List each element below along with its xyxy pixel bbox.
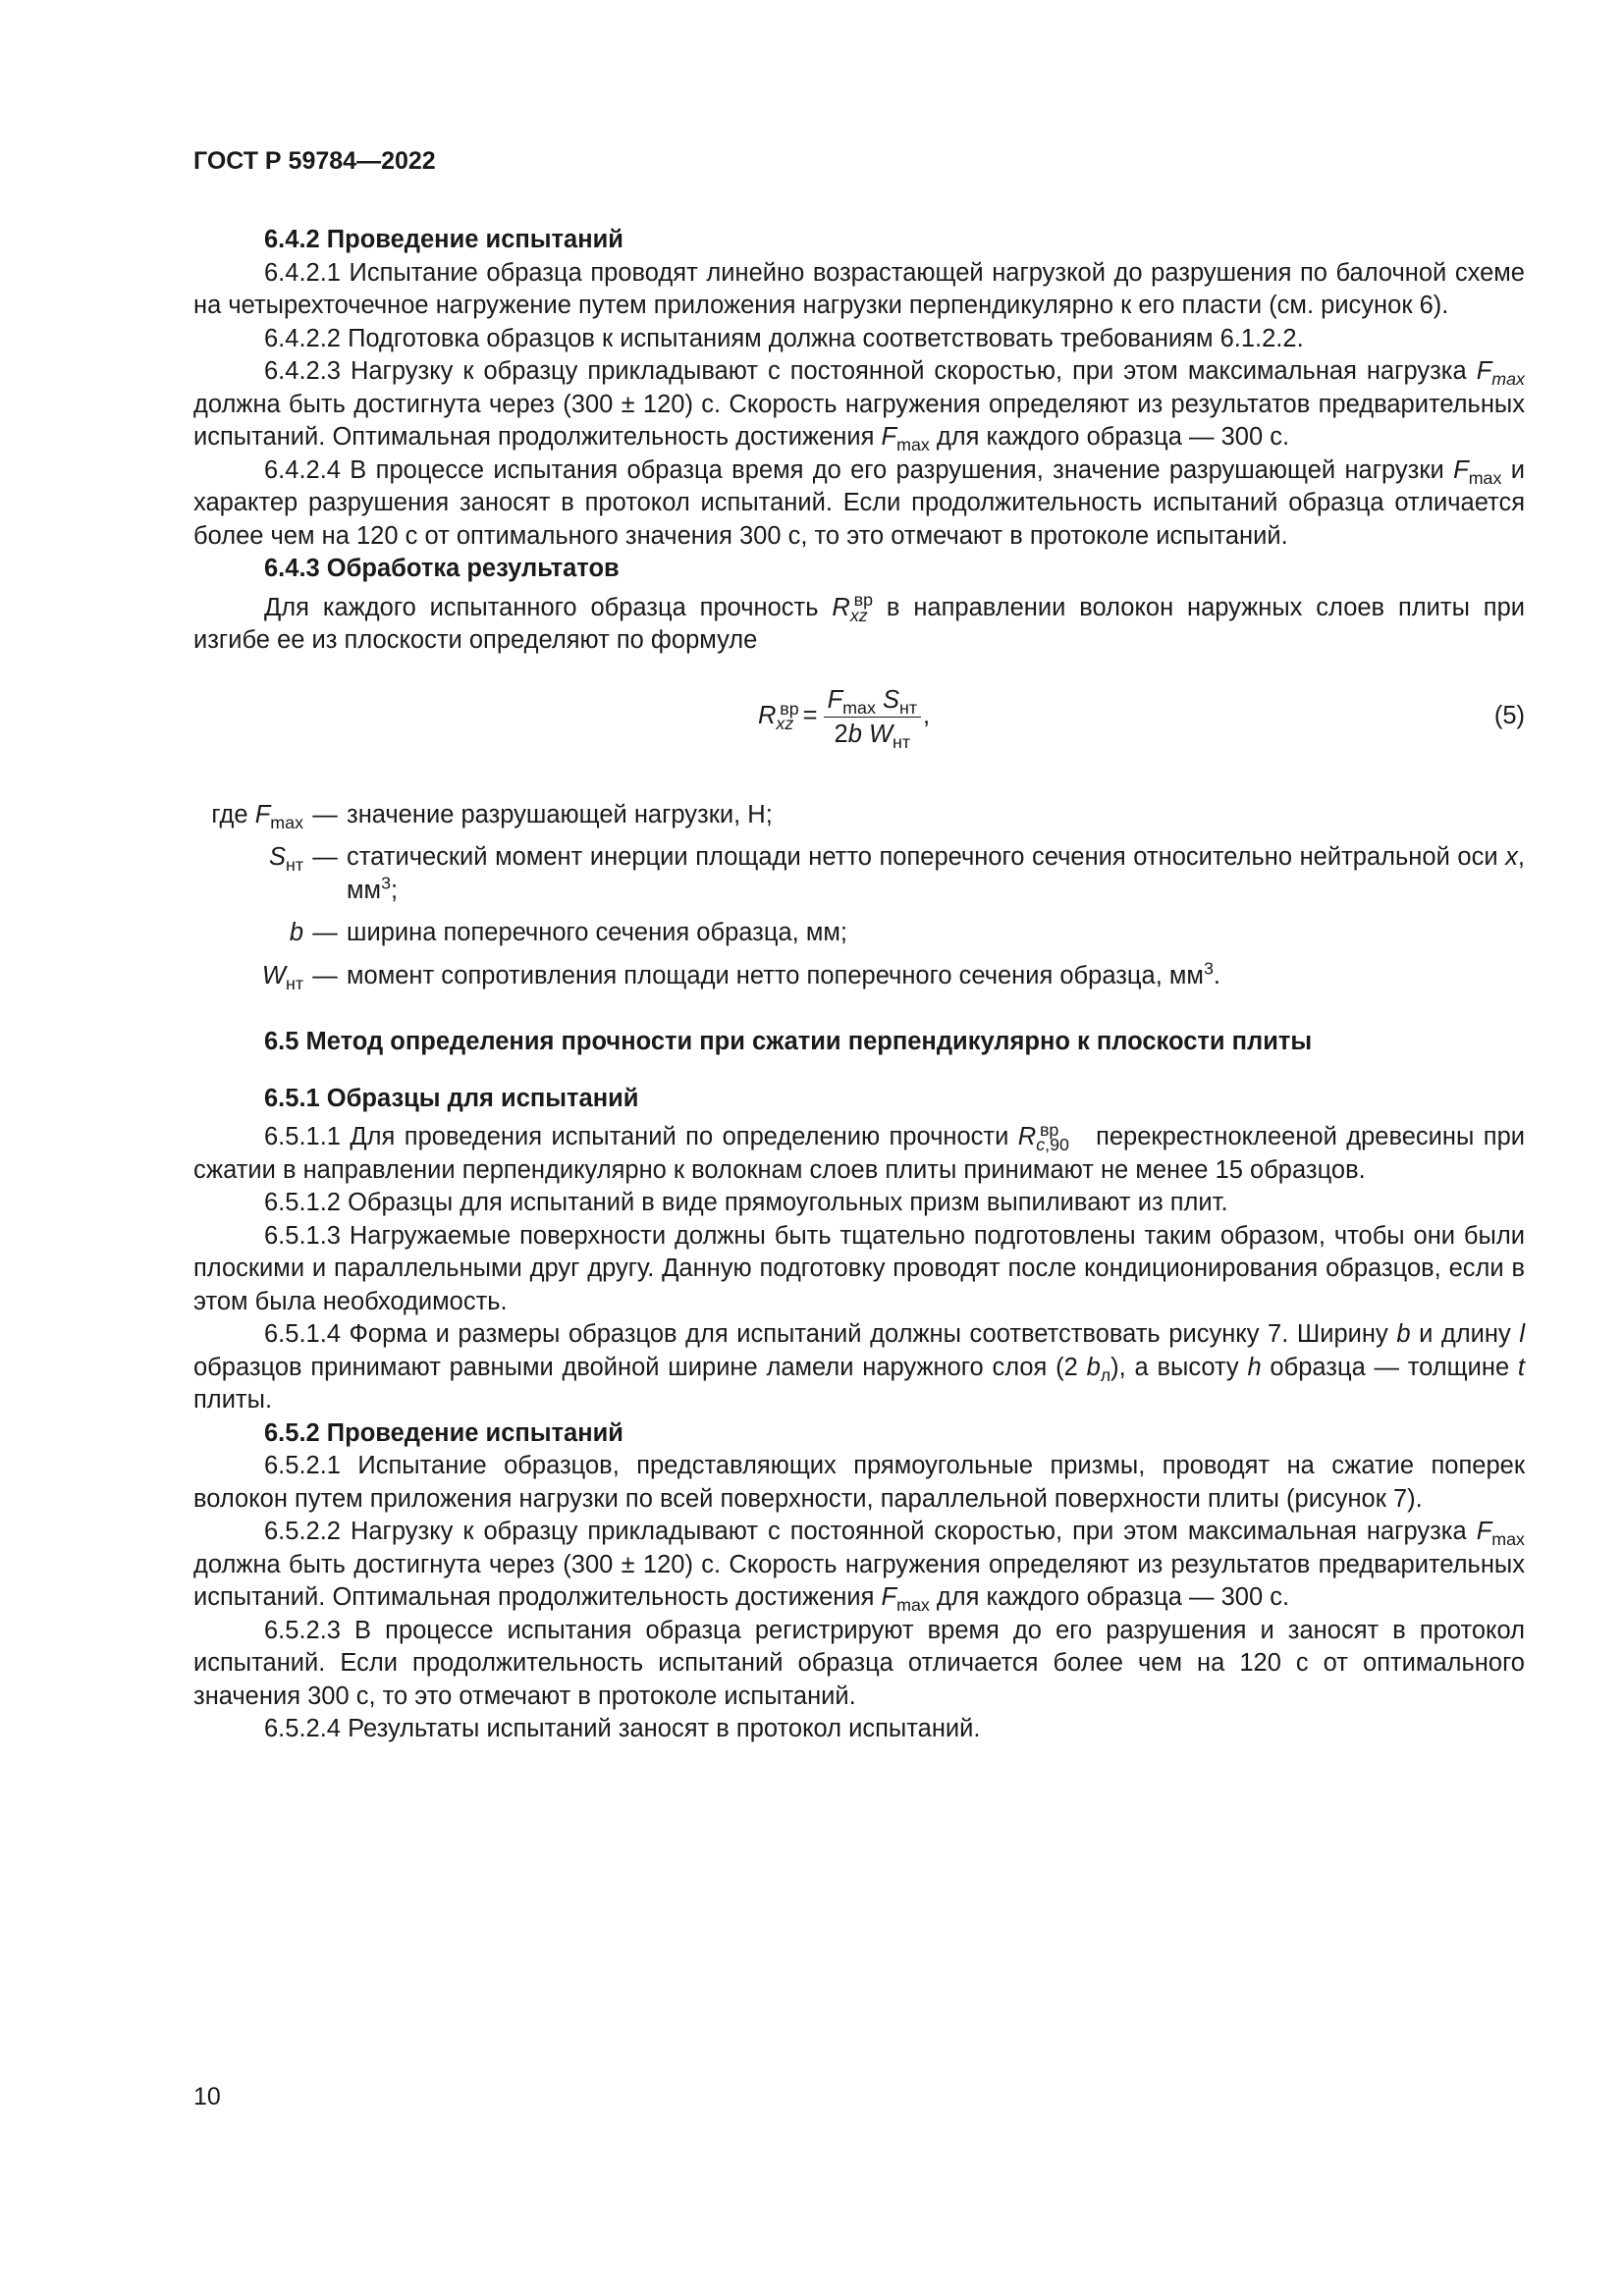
definition-text: ширина поперечного сечения образца, мм; [347, 919, 847, 946]
section-title-6-4-2: 6.4.2 Проведение испытаний [264, 226, 623, 253]
definition-row: где $F_{max}$ — значение разрушающей нагрузки, Н; [193, 799, 1525, 842]
paragraph-6-5-2-2: 6.5.2.2 Нагрузку к образцу прикладывают с постоянной скоростью, при этом максимальная нагрузка $F_{max}$ должна быть достигнута через (300 ± 120) с. Скорость нагружения определяют из результатов предварительных испытаний. Оптимальная продолжительность достижения $F_{max}$ для каждого образца — 300 с. [193, 1518, 1525, 1616]
formula-number: (5) [1493, 701, 1525, 729]
paragraph-6-5-1-4: 6.5.1.4 Форма и размеры образцов для испытаний должны соответствовать рисунку 7. Ширину b и длину l образцов принимают равными двойной ширине ламели наружного слоя (2 $b_л$), а высоту h образца — толщине t плиты. [193, 1320, 1526, 1414]
paragraph-6-4-2-2: 6.4.2.2 Подготовка образцов к испытаниям должна соответствовать требованиям 6.1.2.2. [264, 324, 1304, 352]
paragraph-6-5-1-3: 6.5.1.3 Нагружаемые поверхности должны быть тщательно подготовлены таким образом, чтобы они были плоскими и параллельными друг другу. Данную подготовку проводят после кондиционирования образцов, если в этом была необходимость. [193, 1221, 1525, 1315]
paragraph-6-5-2-3: 6.5.2.3 В процессе испытания образца регистрируют время до его разрушения и заносят в протокол испытаний. Если продолжительность испытаний образца отличается более чем на 120 с от оптимального значения 300 с, то это отмечают в протоколе испытаний. [193, 1616, 1525, 1710]
page-number: 10 [193, 2083, 221, 2110]
section-title-6-4-3: 6.4.3 Обработка результатов [264, 555, 620, 582]
definition-row: $S_{нт}$ — статический момент инерции площади нетто поперечного сечения относительно нейтральной оси x, $мм^3$; [193, 841, 1525, 917]
formula-fraction: $\frac{F_{max} S_{нт}}{2b W_{нт}}$ [824, 685, 921, 749]
definition-row: $W_{нт}$ — момент сопротивления площади нетто поперечного сечения образца, $мм^3$. [193, 960, 1525, 1003]
paragraph-6-4-2-1: 6.4.2.1 Испытание образца проводят линейно возрастающей нагрузкой до разрушения по балочной схеме на четырехточечное нагружение путем приложения нагрузки перпендикулярно к его пласти (см. рисунок 6). [193, 258, 1525, 319]
paragraph-6-5-2-1: 6.5.2.1 Испытание образцов, представляющих прямоугольные призмы, проводят на сжатие поперек волокон путем приложения нагрузки по всей поверхности, параллельной поверхности плиты (рисунок 7). [193, 1452, 1525, 1513]
definition-symbol: $W_{нт}$ [261, 961, 303, 993]
paragraph-6-5-1-2: 6.5.1.2 Образцы для испытаний в виде прямоугольных призм выпиливают из плит. [264, 1189, 1228, 1216]
section-title-6-5: 6.5 Метод определения прочности при сжатии перпендикулярно к плоскости плиты [264, 1028, 1313, 1055]
definition-text: значение разрушающей нагрузки, Н; [347, 800, 773, 828]
section-title-6-5-1: 6.5.1 Образцы для испытаний [264, 1084, 639, 1112]
variable-definitions [193, 799, 1525, 1003]
paragraph-6-5-2-4: 6.5.2.4 Результаты испытаний заносят в протокол испытаний. [264, 1715, 981, 1742]
paragraph-6-4-2-3: 6.4.2.3 Нагрузку к образцу прикладывают с постоянной скоростью, при этом максимальная нагрузка $F_{max}$ должна быть достигнута через (300 ± 120) с. Скорость нагружения определяют из результатов предварительных испытаний. Оптимальная продолжительность достижения $F_{max}$ для каждого образца — 300 с. [193, 357, 1525, 455]
definition-symbol: где $F_{max}$ [211, 800, 303, 832]
definition-text: момент сопротивления площади нетто поперечного сечения образца, $мм^3$. [347, 958, 1220, 989]
formula-5 [193, 675, 1525, 770]
paragraph-6-4-3-intro: Для каждого испытанного образца прочность $R_{xz}^{вр}$ в направлении волокон наружных слоев плиты при изгибе ее из плоскости определяют по формуле [193, 590, 1525, 654]
document-code-header: ГОСТ Р 59784—2022 [193, 147, 436, 175]
document-body [193, 224, 1525, 1746]
paragraph-6-4-2-4: 6.4.2.4 В процессе испытания образца время до его разрушения, значение разрушающей нагрузки $F_{max}$ и характер разрушения заносят в протокол испытаний. Если продолжительность испытаний образца отличается более чем на 120 с от оптимального значения 300 с, то это отмечают в протоколе испытаний. [193, 455, 1525, 550]
definition-text: статический момент инерции площади нетто поперечного сечения относительно нейтральной оси x, $мм^3$; [347, 843, 1525, 904]
bending-strength-formula: $R_{xz}^{вр}$ = $\frac{F_{max} S_{нт}}{2b W_{нт}}$ , [758, 685, 931, 752]
definition-symbol: b [289, 919, 303, 946]
section-title-6-5-2: 6.5.2 Проведение испытаний [264, 1418, 623, 1447]
definition-symbol: $S_{нт}$ [268, 843, 303, 876]
definition-row: b — ширина поперечного сечения образца, мм; [193, 917, 1525, 960]
paragraph-6-5-1-1: 6.5.1.1 Для проведения испытаний по определению прочности $R_{c,90}^{вр}$ перекрестноклееной древесины при сжатии в направлении перпендикулярно к волокнам слоев плиты принимают не менее 15 образцов. [193, 1119, 1525, 1184]
